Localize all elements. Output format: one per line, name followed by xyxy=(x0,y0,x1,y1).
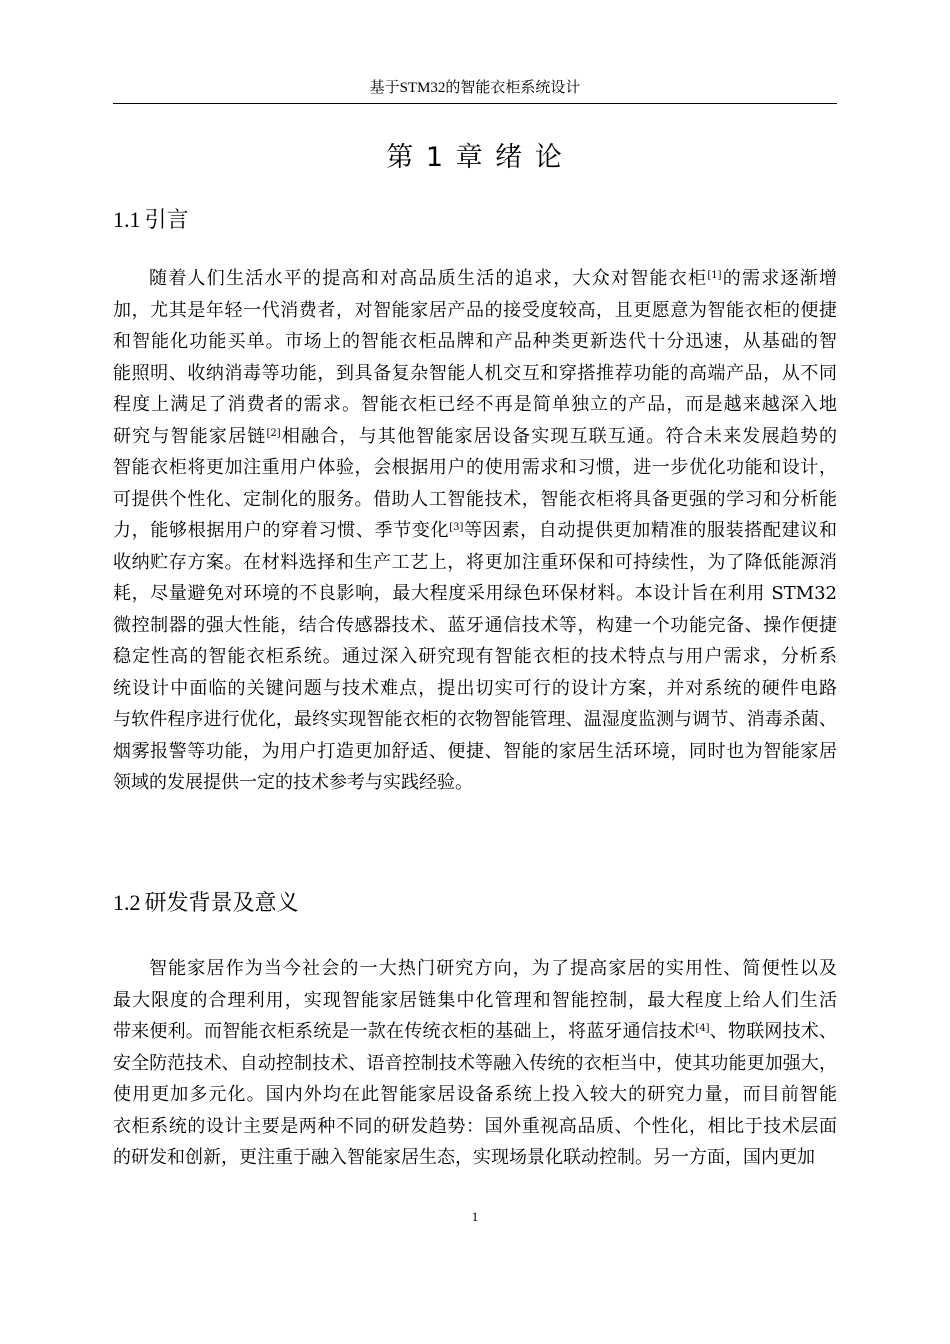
text-run: 衣柜系统的设计主要是两种不同的研发趋势：国外重视高品质、个性化，相比于技术层面 xyxy=(113,1115,837,1137)
text-run: 最大限度的合理利用，实现智能家居链集中化管理和智能控制，最大程度上给人们生活 xyxy=(113,989,837,1011)
citation-marker: [4] xyxy=(695,1023,710,1034)
text-run: 研究与智能家居链 xyxy=(113,425,267,447)
text-run: 随着人们生活水平的提高和对高品质生活的追求，大众对智能衣柜 xyxy=(149,268,708,289)
section-number: 1.1 xyxy=(113,207,141,232)
text-run: 微控制器的强大性能，结合传感器技术、蓝牙通信技术等，构建一个功能完备、操作便捷 xyxy=(113,614,837,636)
text-run: 加，尤其是年轻一代消费者，对智能家居产品的接受度较高，且更愿意为智能衣柜的便捷 xyxy=(113,299,837,321)
text-run: 与软件程序进行优化，最终实现智能衣柜的衣物智能管理、温湿度监测与调节、消毒杀菌、 xyxy=(113,709,837,730)
section-title-text: 引言 xyxy=(144,208,189,233)
text-run: 烟雾报警等功能，为用户打造更加舒适、便捷、智能的家居生活环境，同时也为智能家居 xyxy=(113,740,837,762)
text-line xyxy=(113,985,837,1017)
text-line xyxy=(113,515,837,547)
text-run: 智能衣柜将更加注重用户体验，会根据用户的使用需求和习惯，进一步优化功能和设计， xyxy=(113,457,837,478)
text-run: 的需求逐渐增 xyxy=(721,268,837,289)
header-rule xyxy=(113,103,837,104)
section-title-text: 研发背景及意义 xyxy=(144,891,299,916)
citation-marker: [3] xyxy=(449,522,464,533)
text-run: 统设计中面临的关键问题与技术难点，提出切实可行的设计方案，并对系统的硬件电路 xyxy=(113,677,837,699)
text-line xyxy=(113,673,837,705)
citation-marker: [1] xyxy=(707,270,722,281)
text-run: 的研发和创新，更注重于融入智能家居生态，实现场景化联动控制。另一方面，国内更加 xyxy=(113,1147,815,1168)
text-line xyxy=(113,641,837,673)
text-line xyxy=(113,421,837,453)
text-line xyxy=(113,452,837,484)
text-run: 程度上满足了消费者的需求。智能衣柜已经不再是简单独立的产品，而是越来越深入地 xyxy=(113,394,837,415)
text-run: 收纳贮存方案。在材料选择和生产工艺上，将更加注重环保和可持续性，为了降低能源消 xyxy=(113,551,837,573)
chapter-title: 第 1 章 绪 论 xyxy=(386,142,564,173)
text-line xyxy=(113,263,837,295)
text-run: 相融合，与其他智能家居设备实现互联互通。符合未来发展趋势的 xyxy=(280,425,838,447)
text-run: 带来便利。而智能衣柜系统是一款在传统衣柜的基础上，将蓝牙通信技术 xyxy=(113,1021,696,1042)
text-line xyxy=(113,326,837,358)
text-line xyxy=(113,389,837,421)
section-number: 1.2 xyxy=(113,890,141,915)
text-run: 等因素，自动提供更加精准的服装搭配建议和 xyxy=(463,520,837,541)
text-line xyxy=(113,953,837,985)
text-line xyxy=(113,736,837,768)
text-run: 领域的发展提供一定的技术参考与实践经验。 xyxy=(113,772,473,793)
text-line xyxy=(113,484,837,516)
text-run: 力，能够根据用户的穿着习惯、季节变化 xyxy=(113,520,450,541)
section-heading-1-2 xyxy=(113,888,299,919)
section-heading-1-1 xyxy=(113,205,189,236)
section-1-1-paragraph xyxy=(113,263,837,799)
running-header: 基于STM32的智能衣柜系统设计 xyxy=(369,80,581,96)
text-line xyxy=(113,1142,837,1174)
text-run: 稳定性高的智能衣柜系统。通过深入研究现有智能衣柜的技术特点与用户需求，分析系 xyxy=(113,646,837,667)
text-run: 智能家居作为当今社会的一大热门研究方向，为了提高家居的实用性、简便性以及 xyxy=(149,958,837,979)
text-line xyxy=(113,704,837,736)
text-run: 和智能化功能买单。市场上的智能衣柜品牌和产品种类更新迭代十分迅速，从基础的智 xyxy=(113,331,837,352)
text-line xyxy=(113,610,837,642)
text-line xyxy=(113,1079,837,1111)
section-1-2-paragraph xyxy=(113,953,837,1174)
text-line xyxy=(113,547,837,579)
text-run: 可提供个性化、定制化的服务。借助人工智能技术，智能衣柜将具备更强的学习和分析能 xyxy=(113,488,837,510)
text-line xyxy=(113,295,837,327)
text-line xyxy=(113,1111,837,1143)
text-line xyxy=(113,578,837,610)
text-run: 能照明、收纳消毒等功能，到具备复杂智能人机交互和穿搭推荐功能的高端产品，从不同 xyxy=(113,362,837,384)
page-number: 1 xyxy=(471,1209,479,1224)
citation-marker: [2] xyxy=(266,427,281,439)
text-line xyxy=(113,767,837,799)
text-run: 耗，尽量避免对环境的不良影响，最大程度采用绿色环保材料。本设计旨在利用 STM32 xyxy=(113,583,837,604)
text-run: 安全防范技术、自动控制技术、语音控制技术等融入传统的衣柜当中，使其功能更加强大， xyxy=(113,1052,837,1074)
text-line xyxy=(113,1048,837,1080)
text-line xyxy=(113,358,837,390)
text-run: 使用更加多元化。国内外均在此智能家居设备系统上投入较大的研究力量，而目前智能 xyxy=(113,1084,837,1105)
text-run: 、物联网技术、 xyxy=(709,1021,837,1042)
text-line xyxy=(113,1016,837,1048)
